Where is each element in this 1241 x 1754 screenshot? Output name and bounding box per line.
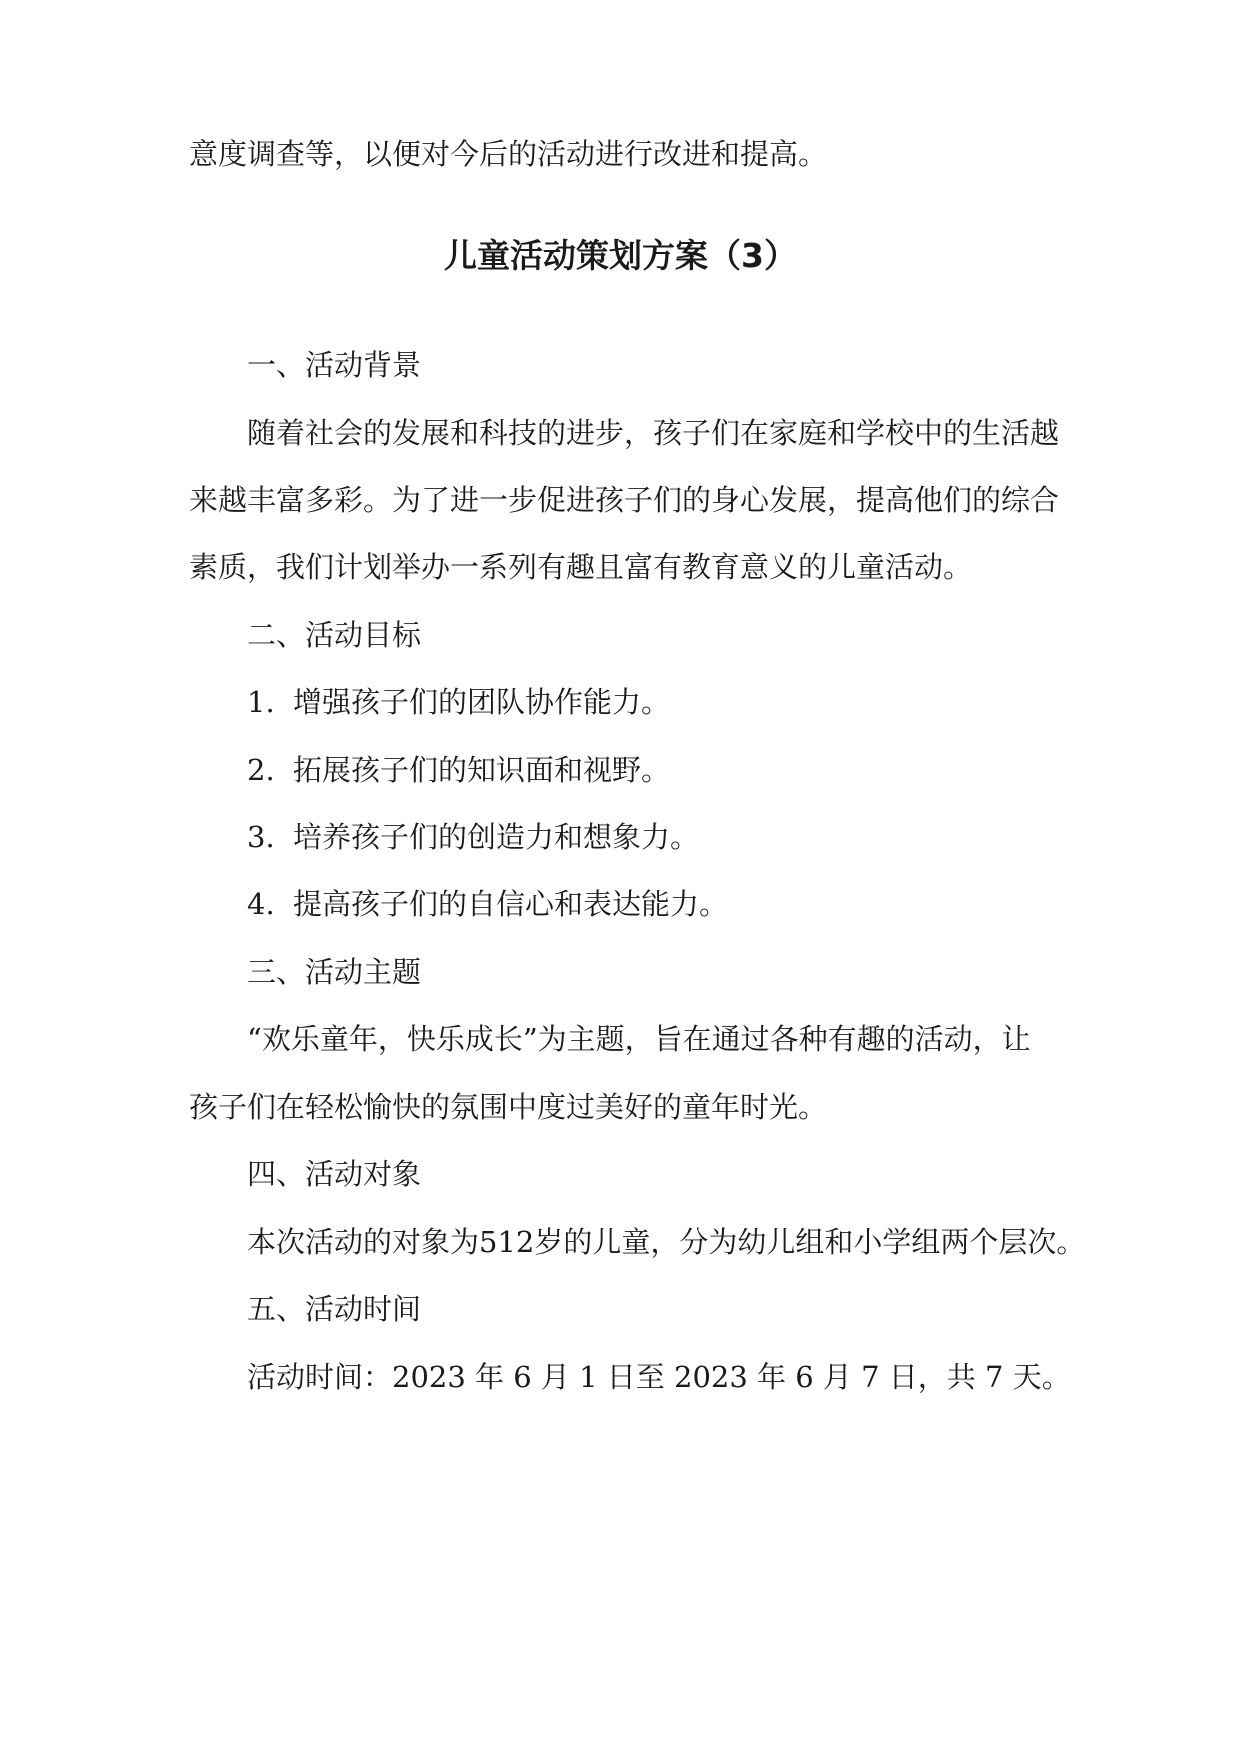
goal-item — [247, 750, 1059, 790]
section-heading-goals: 二、活动目标 — [247, 618, 422, 652]
goal-text: 增强孩子们的团队协作能力。 — [293, 685, 671, 719]
goal-text: 培养孩子们的创造力和想象力。 — [293, 820, 700, 854]
goal-item — [247, 682, 1059, 722]
goal-item — [247, 884, 1059, 924]
document-title: 儿童活动策划方案（3） — [444, 236, 797, 275]
goal-number: 2. — [247, 753, 275, 787]
paragraph-line: 孩子们在轻松愉快的氛围中度过美好的童年时光。 — [189, 1090, 828, 1124]
paragraph-line: 随着社会的发展和科技的进步，孩子们在家庭和学校中的生活越 — [247, 416, 1060, 450]
paragraph-line: 活动时间：2023 年 6 月 1 日至 2023 年 6 月 7 日，共 7 天。 — [247, 1360, 1071, 1394]
paragraph-line: 来越丰富多彩。为了进一步促进孩子们的身心发展，提高他们的综合 — [189, 483, 1060, 517]
paragraph-line: “欢乐童年，快乐成长”为主题，旨在通过各种有趣的活动，让 — [247, 1022, 1031, 1056]
section-heading-audience: 四、活动对象 — [247, 1157, 422, 1191]
goal-text: 提高孩子们的自信心和表达能力。 — [293, 887, 729, 921]
goal-number: 1. — [247, 685, 275, 719]
paragraph-line: 本次活动的对象为512岁的儿童，分为幼儿组和小学组两个层次。 — [247, 1225, 1086, 1259]
goal-number: 4. — [247, 887, 275, 921]
continuation-text: 意度调查等，以便对今后的活动进行改进和提高。 — [189, 137, 828, 171]
paragraph-line: 素质，我们计划举办一系列有趣且富有教育意义的儿童活动。 — [189, 550, 973, 584]
section-heading-background: 一、活动背景 — [247, 348, 422, 382]
section-heading-time: 五、活动时间 — [247, 1292, 422, 1326]
section-heading-theme: 三、活动主题 — [247, 955, 422, 989]
goal-item — [247, 817, 1059, 857]
goal-text: 拓展孩子们的知识面和视野。 — [293, 753, 671, 787]
goal-number: 3. — [247, 820, 275, 854]
